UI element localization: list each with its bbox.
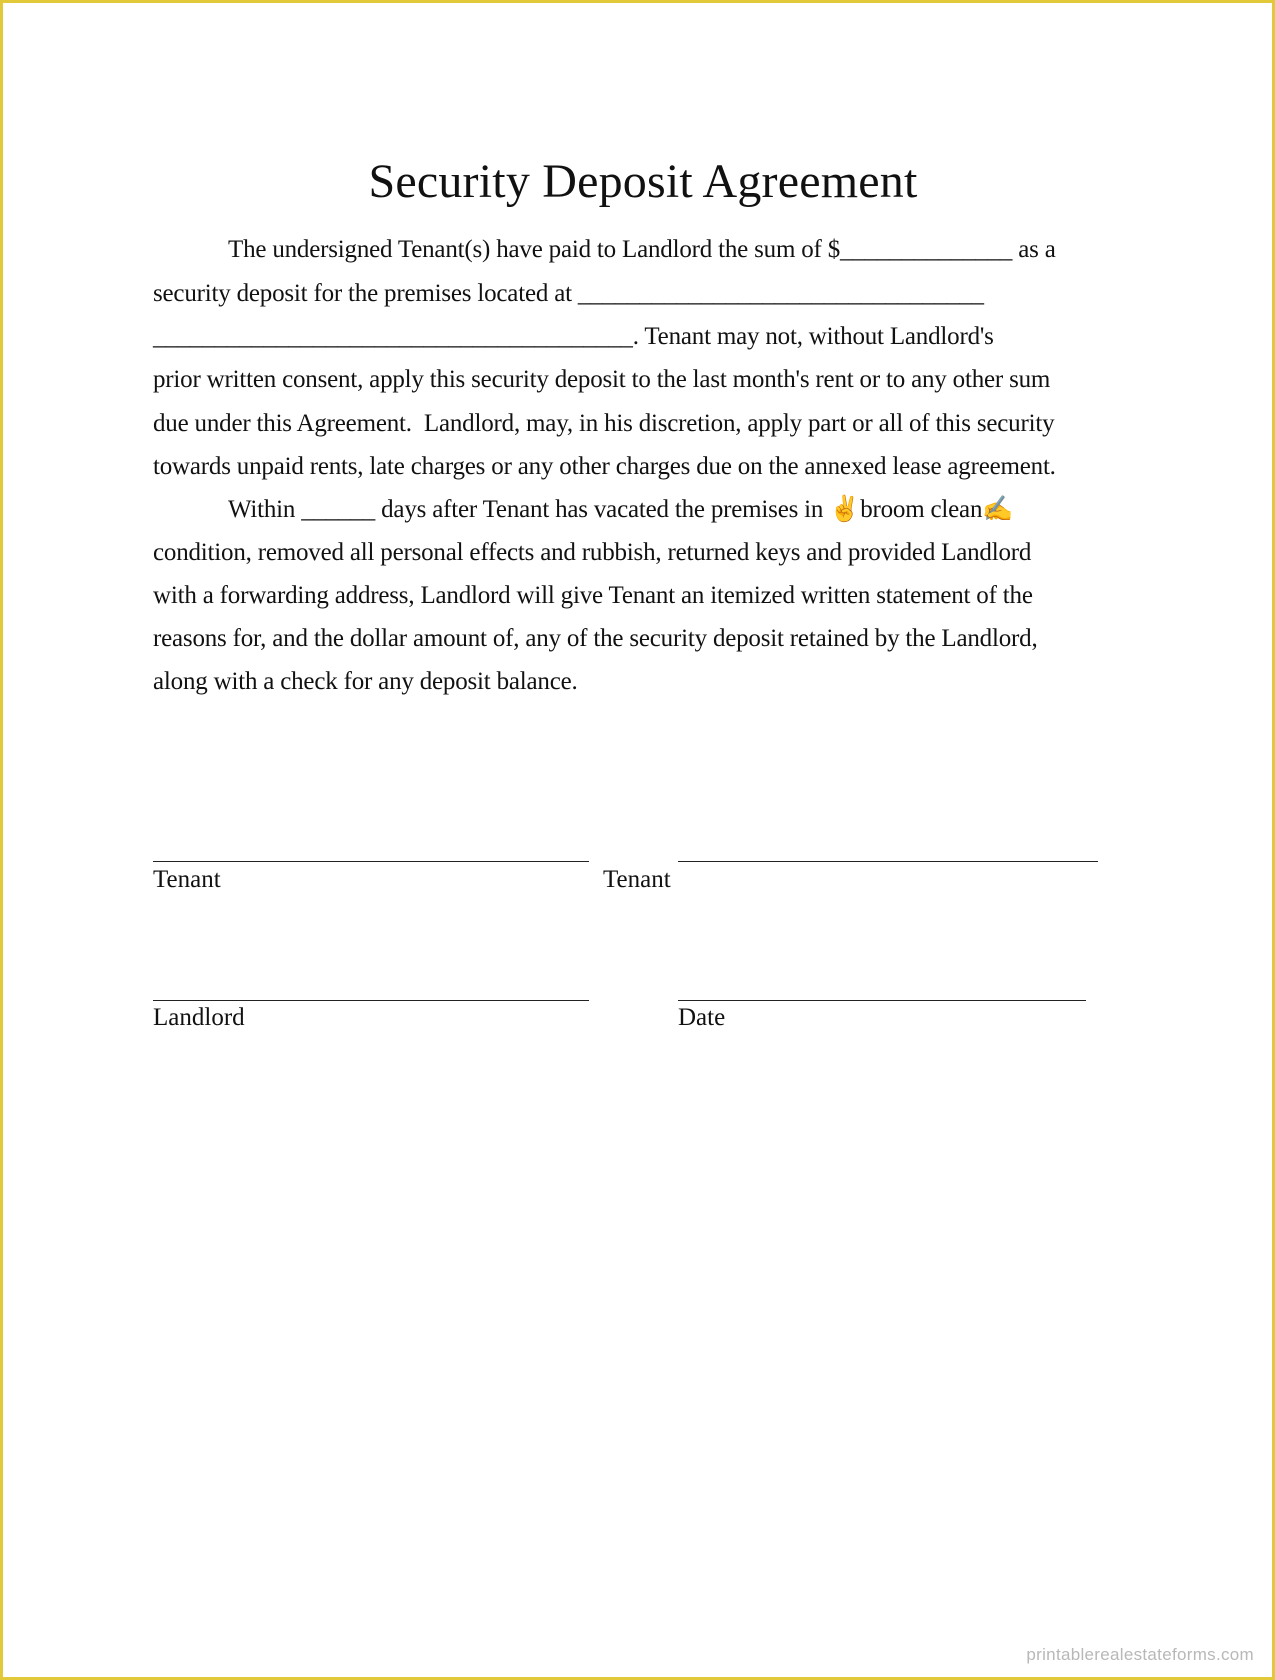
paragraph1-line5: due under this Agreement. Landlord, may, in his discretion, apply part or all of this security bbox=[153, 410, 1055, 437]
site-watermark: printablerealestateforms.com bbox=[1026, 1645, 1254, 1664]
landlord-signature-line[interactable] bbox=[153, 1000, 589, 1001]
date-line[interactable] bbox=[678, 1000, 1086, 1001]
tenant1-signature-line[interactable] bbox=[153, 861, 589, 862]
tenant1-label: Tenant bbox=[153, 866, 221, 893]
paragraph2-line4: reasons for, and the dollar amount of, any of the security deposit retained by the Landlord, bbox=[153, 625, 1038, 652]
paragraph2-line3: with a forwarding address, Landlord will give Tenant an itemized written statement of the bbox=[153, 582, 1033, 609]
paragraph1-line3: _______________________________________. Tenant may not, without Landlord's bbox=[153, 323, 994, 350]
paragraph2-line1: Within ______ days after Tenant has vacated the premises in ✌broom clean✍ bbox=[228, 496, 1014, 523]
paragraph1-line1: The undersigned Tenant(s) have paid to Landlord the sum of $______________ as a bbox=[228, 236, 1056, 263]
date-label: Date bbox=[678, 1004, 726, 1031]
paragraph2-line5: along with a check for any deposit balance. bbox=[153, 668, 578, 695]
paragraph1-line4: prior written consent, apply this security deposit to the last month's rent or to any other sum bbox=[153, 366, 1051, 393]
landlord-label: Landlord bbox=[153, 1004, 245, 1031]
tenant2-signature-line[interactable] bbox=[678, 861, 1098, 862]
paragraph2-line2: condition, removed all personal effects and rubbish, returned keys and provided Landlord bbox=[153, 539, 1032, 566]
document-title: Security Deposit Agreement bbox=[368, 155, 918, 208]
paragraph1-line2: security deposit for the premises located at _________________________________ bbox=[153, 280, 984, 307]
paragraph1-line6: towards unpaid rents, late charges or any other charges due on the annexed lease agreement. bbox=[153, 453, 1056, 480]
tenant2-label: Tenant bbox=[603, 866, 671, 893]
